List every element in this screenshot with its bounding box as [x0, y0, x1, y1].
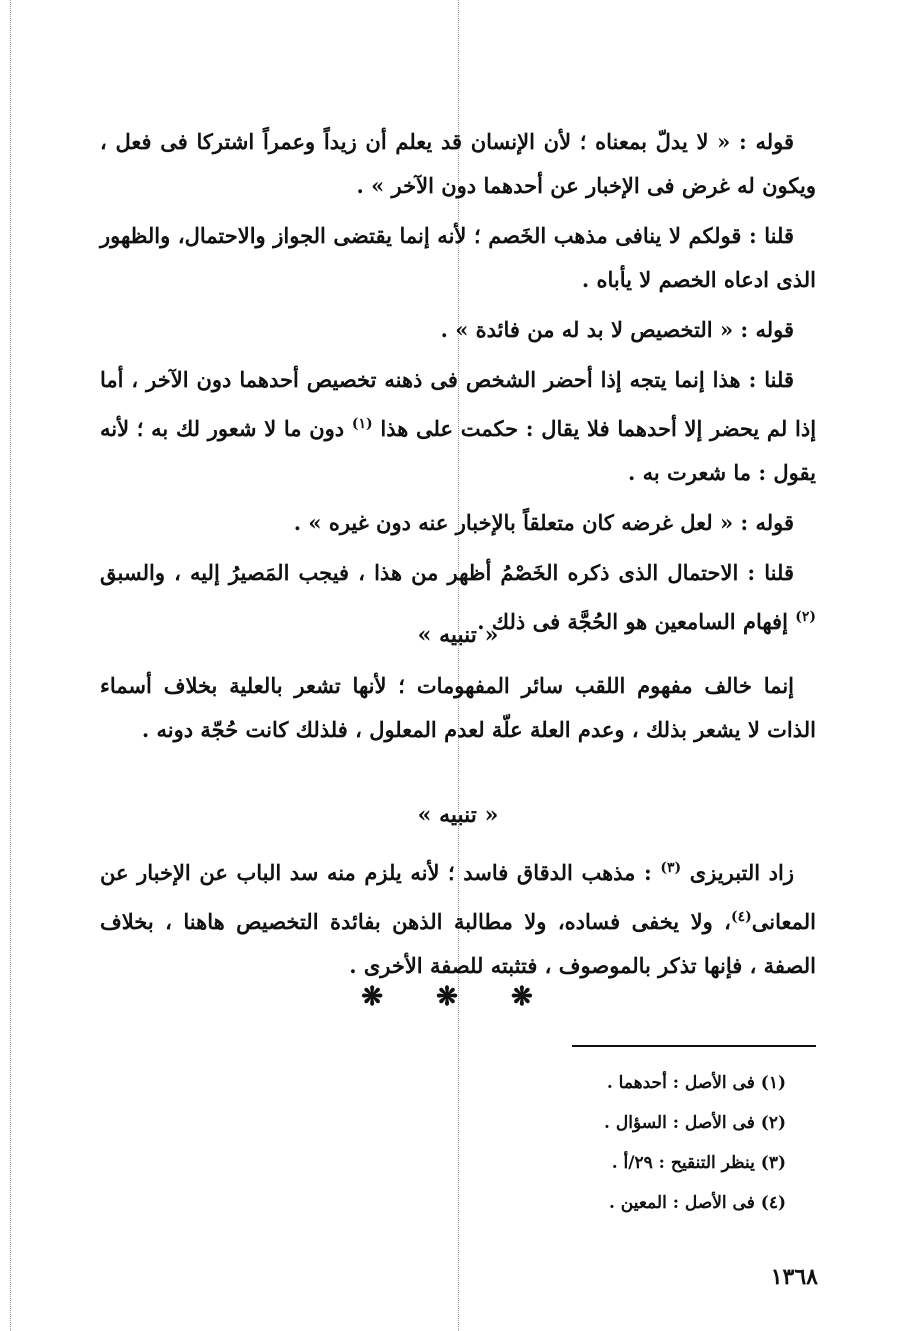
main-text-middle [100, 664, 816, 752]
paragraph-3: قوله : « التخصيص لا بد له من فائدة » . [440, 317, 794, 342]
paragraph-8 [100, 846, 816, 988]
paragraph-8-part-a: زاد التبريزى [689, 860, 795, 885]
paragraph-2: قلنا : قولكم لا ينافى مذهب الخَصم ؛ لأنه إنما يقتضى الجواز والاحتمال، والظهور الذى ادعاه الخصم لا يأباه . [100, 223, 816, 292]
paragraph-6-part-a: قلنا : الاحتمال الذى ذكره الخَصْمُ أظهر من هذا ، فيجب المَصيرُ إليه ، والسبق [100, 560, 794, 585]
footnote-separator [572, 1045, 816, 1047]
section-end-stars: ❋ ❋ ❋ [361, 982, 555, 1012]
paragraph-8-part-b: : مذهب الدقاق فاسد ؛ لأنه يلزم منه سد الباب عن الإخبار عن المعانى [100, 860, 816, 934]
footnote-ref-4: (٤) [730, 909, 752, 925]
main-text-top [100, 120, 816, 644]
footnote-ref-1: (١) [351, 416, 373, 432]
main-text-bottom [100, 846, 816, 988]
footnotes [480, 1063, 786, 1223]
paragraph-4 [100, 358, 816, 495]
paragraph-7: إنما خالف مفهوم اللقب سائر المفهومات ؛ لأنها تشعر بالعلية بخلاف أسماء الذات لا يشعر بذلك ، وعدم العلة علّة لعدم المعلول ، فلذلك كانت حُجّة دونه . [100, 673, 816, 742]
paragraph-4-part-b: دون ما لا شعور لك به ؛ لأنه يقول : ما شعرت به . [100, 416, 816, 485]
footnote-3: (٣) ينظر التنقيح : ٢٩/أ . [611, 1153, 786, 1173]
footnote-ref-2: (٢) [795, 609, 816, 625]
footnote-1: (١) فى الأصل : أحدهما . [606, 1073, 786, 1093]
footnote-ref-3: (٣) [660, 860, 682, 876]
page-number: ١٣٦٨ [770, 1264, 818, 1290]
paragraph-4-part-a: قلنا : هذا إنما يتجه إذا أحضر الشخص فى ذهنه تخصيص أحدهما دون الآخر ، أما إذا لم يحضر إلا أحدهما فلا يقال : حكمت على هذا [100, 367, 817, 441]
footnote-2: (٢) فى الأصل : السؤال . [604, 1113, 786, 1133]
heading-tanbih-1: « تنبيه » [417, 622, 499, 648]
paragraph-8-part-c: ، ولا يخفى فساده، ولا مطالبة الذهن بفائدة التخصيص هاهنا ، بخلاف الصفة ، فإنها تذكر بالموصوف ، فتثبته للصفة الأخرى . [100, 909, 816, 978]
paragraph-5: قوله : « لعل غرضه كان متعلقاً بالإخبار عنه دون غيره » . [293, 510, 794, 535]
paragraph-1: قوله : « لا يدلّ بمعناه ؛ لأن الإنسان قد يعلم أن زيداً وعمراً اشتركا فى فعل ، ويكون له غرض فى الإخبار عن أحدهما دون الآخر » . [100, 129, 816, 198]
footnote-4: (٤) فى الأصل : المعين . [608, 1193, 786, 1213]
scan-edge-line-left [10, 0, 11, 1331]
heading-tanbih-2: « تنبيه » [417, 802, 499, 828]
paragraph-6-part-b: إفهام السامعين هو الحُجَّة فى ذلك . [477, 609, 788, 634]
